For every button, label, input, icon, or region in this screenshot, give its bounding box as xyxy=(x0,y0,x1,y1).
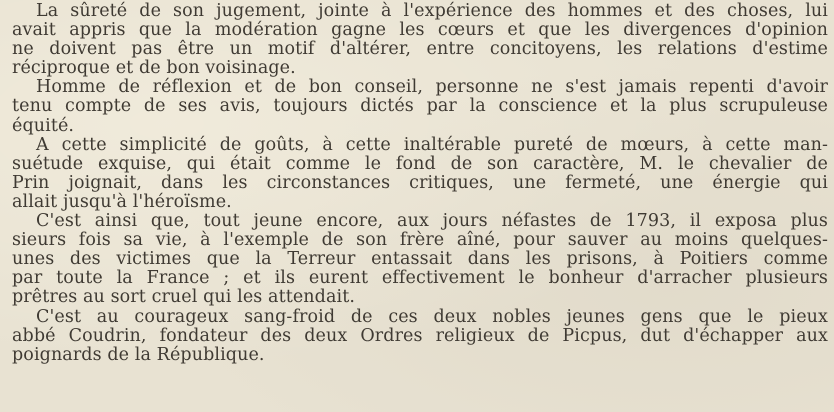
text-line: La sûreté de son jugement, jointe à l'expérience des hommes et des choses, lui xyxy=(36,1,828,21)
text-line: prêtres au sort cruel qui les attendait. xyxy=(12,287,356,308)
paragraph-4 xyxy=(12,212,828,307)
text-line: par toute la France ; et ils eurent effectivement le bonheur d'arracher plusieurs xyxy=(12,268,828,289)
paragraph-2 xyxy=(12,78,828,135)
text-line: C'est au courageux sang-froid de ces deux nobles jeunes gens que le pieux xyxy=(36,306,828,327)
paragraph-3 xyxy=(12,136,828,212)
text-line: poignards de la République. xyxy=(12,344,265,365)
paragraph-5 xyxy=(12,308,828,365)
text-line: tenu compte de ses avis, toujours dictés par la conscience et la plus scrupuleuse xyxy=(12,96,828,117)
text-line: Homme de réflexion et de bon conseil, personne ne s'est jamais repenti d'avoir xyxy=(36,77,828,98)
text-line: ne doivent pas être un motif d'altérer, entre concitoyens, les relations d'estime xyxy=(12,39,828,60)
text-line: allait jusqu'à l'héroïsme. xyxy=(12,191,232,212)
text-line: A cette simplicité de goûts, à cette inaltérable pureté de mœurs, à cette man- xyxy=(36,134,828,155)
text-line: Prin joignait, dans les circonstances critiques, une fermeté, une énergie qui xyxy=(12,172,828,193)
text-line: sieurs fois sa vie, à l'exemple de son frère aîné, pour sauver au moins quelques- xyxy=(12,230,828,251)
text-line: avait appris que la modération gagne les cœurs et que les divergences d'opinion xyxy=(12,20,828,41)
text-line: C'est ainsi que, tout jeune encore, aux jours néfastes de 1793, il exposa plus xyxy=(36,211,828,232)
text-line: réciproque et de bon voisinage. xyxy=(12,58,296,79)
text-line: abbé Coudrin, fondateur des deux Ordres religieux de Picpus, dut d'échapper aux xyxy=(12,325,828,346)
text-line: suétude exquise, qui était comme le fond de son caractère, M. le chevalier de xyxy=(12,153,828,174)
body-text xyxy=(12,2,828,365)
text-line: équité. xyxy=(12,115,75,136)
text-line: unes des victimes que la Terreur entassait dans les prisons, à Poitiers comme xyxy=(12,249,828,270)
paragraph-1 xyxy=(12,2,828,78)
